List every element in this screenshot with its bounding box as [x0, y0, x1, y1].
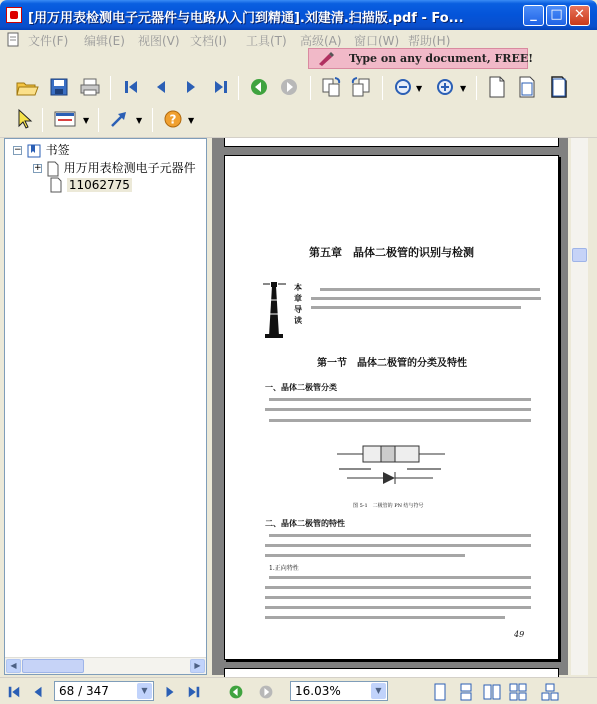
toolbar-separator [382, 76, 383, 100]
scrollbar-thumb[interactable] [572, 248, 587, 262]
ad-banner[interactable] [308, 48, 534, 69]
svg-text:?: ? [169, 112, 177, 127]
previous-page-button[interactable] [148, 74, 174, 100]
menu-advanced[interactable]: 高级(A) [300, 34, 342, 48]
page-icon [49, 177, 63, 193]
maximize-button[interactable]: □ [546, 5, 567, 26]
help-button[interactable] [160, 106, 186, 132]
page-number-text: 68 / 347 [59, 684, 109, 698]
typewriter-icon [53, 109, 77, 129]
toolbar-separator [152, 108, 153, 132]
window-title: [用万用表检测电子元器件与电路从入门到精通].刘建清.扫描版.pdf - Fo... [28, 11, 464, 26]
horizontal-scrollbar[interactable] [5, 657, 206, 674]
text-line [311, 297, 541, 300]
menu-tools[interactable]: 工具(T) [246, 34, 287, 48]
text-line [265, 616, 505, 619]
back-button[interactable] [226, 682, 246, 702]
chevron-down-icon[interactable]: ▼ [137, 683, 152, 699]
previous-page-button[interactable] [28, 682, 48, 702]
chevron-down-icon[interactable]: ▼ [188, 116, 195, 125]
bookmark-item[interactable] [33, 159, 196, 177]
document-page [224, 155, 559, 660]
previous-page [224, 138, 559, 147]
last-page-button[interactable] [184, 682, 204, 702]
open-button[interactable] [14, 74, 40, 100]
toolbar-separator [110, 76, 111, 100]
next-page-button[interactable] [160, 682, 180, 702]
text-line [269, 576, 531, 579]
back-arrow-icon [228, 684, 244, 700]
rotate-page-icon [320, 76, 342, 98]
arrow-icon [109, 109, 129, 129]
bookmark-label: 用万用表检测电子元器件 [63, 161, 196, 175]
rotate-ccw-button[interactable] [348, 74, 374, 100]
toolbar-separator [238, 76, 239, 100]
last-page-icon [213, 79, 229, 95]
forward-arrow-icon [258, 684, 274, 700]
subsection-title: 二、晶体二极管的特性 [265, 518, 345, 528]
single-page-icon [433, 683, 447, 701]
first-page-icon [123, 79, 139, 95]
next-page-button[interactable] [178, 74, 204, 100]
collapse-icon[interactable]: − [14, 145, 22, 155]
zoom-out-button[interactable] [390, 74, 416, 100]
triangle-right-icon [163, 685, 177, 699]
toolbar-separator [98, 108, 99, 132]
first-page-button[interactable] [118, 74, 144, 100]
printer-icon [79, 77, 101, 97]
chevron-down-icon[interactable]: ▼ [136, 116, 143, 125]
lighthouse-icon [261, 278, 287, 340]
bookmark-item[interactable] [49, 177, 132, 193]
cover-pages-icon [541, 683, 559, 701]
bookmarks-root-label: 书签 [45, 143, 70, 157]
open-folder-icon [15, 76, 39, 98]
figure-caption: 图 5-1 二极管的 PN 结与符号 [353, 503, 424, 509]
forward-button[interactable] [256, 682, 276, 702]
fit-page-icon [518, 76, 536, 98]
toolbar-separator [476, 76, 477, 100]
chevron-down-icon[interactable]: ▼ [371, 683, 386, 699]
text-line [265, 596, 531, 599]
tools-toolbar [0, 102, 597, 138]
text-line [311, 306, 521, 309]
vertical-scrollbar[interactable] [571, 138, 588, 675]
close-button[interactable]: ✕ [569, 5, 590, 26]
forward-arrow-icon [279, 77, 299, 97]
rotate-page-icon [350, 76, 372, 98]
page-icon [46, 161, 60, 177]
menu-view[interactable]: 视图(V) [138, 34, 180, 48]
first-page-icon [7, 685, 21, 699]
page-number-field[interactable] [54, 681, 154, 701]
menu-window[interactable]: 窗口(W) [354, 34, 400, 48]
forward-button[interactable] [276, 74, 302, 100]
toolbar-separator [42, 108, 43, 132]
text-line [320, 288, 540, 291]
document-icon [6, 32, 20, 48]
select-tool-button[interactable] [12, 106, 38, 132]
chevron-down-icon[interactable]: ▼ [416, 84, 423, 93]
help-icon [163, 109, 183, 129]
actual-size-button[interactable] [484, 74, 510, 100]
text-line [269, 419, 531, 422]
continuous-facing-icon [509, 683, 527, 701]
text-line [265, 606, 531, 609]
fit-width-button[interactable] [546, 74, 572, 100]
scroll-right-icon[interactable]: ▶ [190, 659, 205, 673]
typewriter-tool-button[interactable] [52, 106, 78, 132]
document-view[interactable] [212, 138, 568, 675]
fit-width-icon [550, 76, 568, 98]
page-icon [488, 76, 506, 98]
continuous-view-button[interactable] [456, 682, 476, 702]
single-page-view-button[interactable] [430, 682, 450, 702]
bookmarks-root[interactable] [13, 141, 70, 159]
chevron-down-icon[interactable]: ▼ [83, 116, 90, 125]
text-line [269, 534, 531, 537]
section-title: 第一节 晶体二极管的分类及特性 [317, 358, 467, 369]
fit-page-button[interactable] [514, 74, 540, 100]
chevron-down-icon[interactable]: ▼ [460, 84, 467, 93]
menu-document[interactable]: 文档(I) [190, 34, 227, 48]
bookmark-label: 11062775 [68, 177, 130, 192]
first-page-button[interactable] [4, 682, 24, 702]
menu-bar [4, 30, 593, 50]
chapter-guide-label: 本章导读 [294, 282, 302, 325]
title-bar [0, 0, 597, 30]
main-toolbar [0, 70, 597, 106]
text-line [265, 586, 531, 589]
cover-view-button[interactable] [540, 682, 560, 702]
scroll-left-icon[interactable]: ◀ [6, 659, 21, 673]
status-bar [0, 677, 597, 704]
zoom-in-button[interactable] [432, 74, 458, 100]
back-button[interactable] [246, 74, 272, 100]
facing-view-button[interactable] [482, 682, 502, 702]
bookmarks-icon [26, 143, 42, 159]
save-button[interactable] [46, 74, 72, 100]
bookmarks-panel [4, 138, 207, 675]
triangle-left-icon [31, 685, 45, 699]
rotate-cw-button[interactable] [318, 74, 344, 100]
triangle-right-icon [183, 79, 199, 95]
continuous-facing-view-button[interactable] [508, 682, 528, 702]
continuous-page-icon [459, 683, 473, 701]
last-page-icon [187, 685, 201, 699]
menu-file[interactable]: 文件(F) [28, 34, 69, 48]
triangle-left-icon [153, 79, 169, 95]
floppy-icon [49, 77, 69, 97]
facing-pages-icon [483, 683, 501, 701]
pen-icon [317, 51, 335, 66]
text-line [265, 408, 531, 411]
cursor-arrow-icon [16, 108, 34, 130]
zoom-field[interactable] [290, 681, 388, 701]
zoom-out-icon [394, 78, 412, 96]
scrollbar-thumb[interactable] [22, 659, 84, 673]
text-line [265, 554, 465, 557]
back-arrow-icon [249, 77, 269, 97]
zoom-in-icon [436, 78, 454, 96]
menu-help[interactable]: 帮助(H) [408, 34, 451, 48]
text-line [269, 398, 531, 401]
expand-icon[interactable]: + [34, 163, 42, 173]
chapter-title: 第五章 晶体二极管的识别与检测 [309, 246, 474, 259]
toolbar-separator [310, 76, 311, 100]
pn-junction-diagram [337, 436, 445, 496]
list-item: 1.正向特性 [269, 565, 299, 572]
subsection-title: 一、晶体二极管分类 [265, 382, 337, 392]
page-number: 49 [514, 630, 525, 639]
minimize-button[interactable]: _ [523, 5, 544, 26]
zoom-value: 16.03% [295, 684, 341, 698]
arrow-tool-button[interactable] [106, 106, 132, 132]
print-button[interactable] [77, 74, 103, 100]
text-line [265, 544, 531, 547]
app-icon [6, 7, 22, 23]
menu-edit[interactable]: 编辑(E) [84, 34, 125, 48]
ad-text: Type on any document, FREE! [349, 52, 534, 65]
last-page-button[interactable] [208, 74, 234, 100]
